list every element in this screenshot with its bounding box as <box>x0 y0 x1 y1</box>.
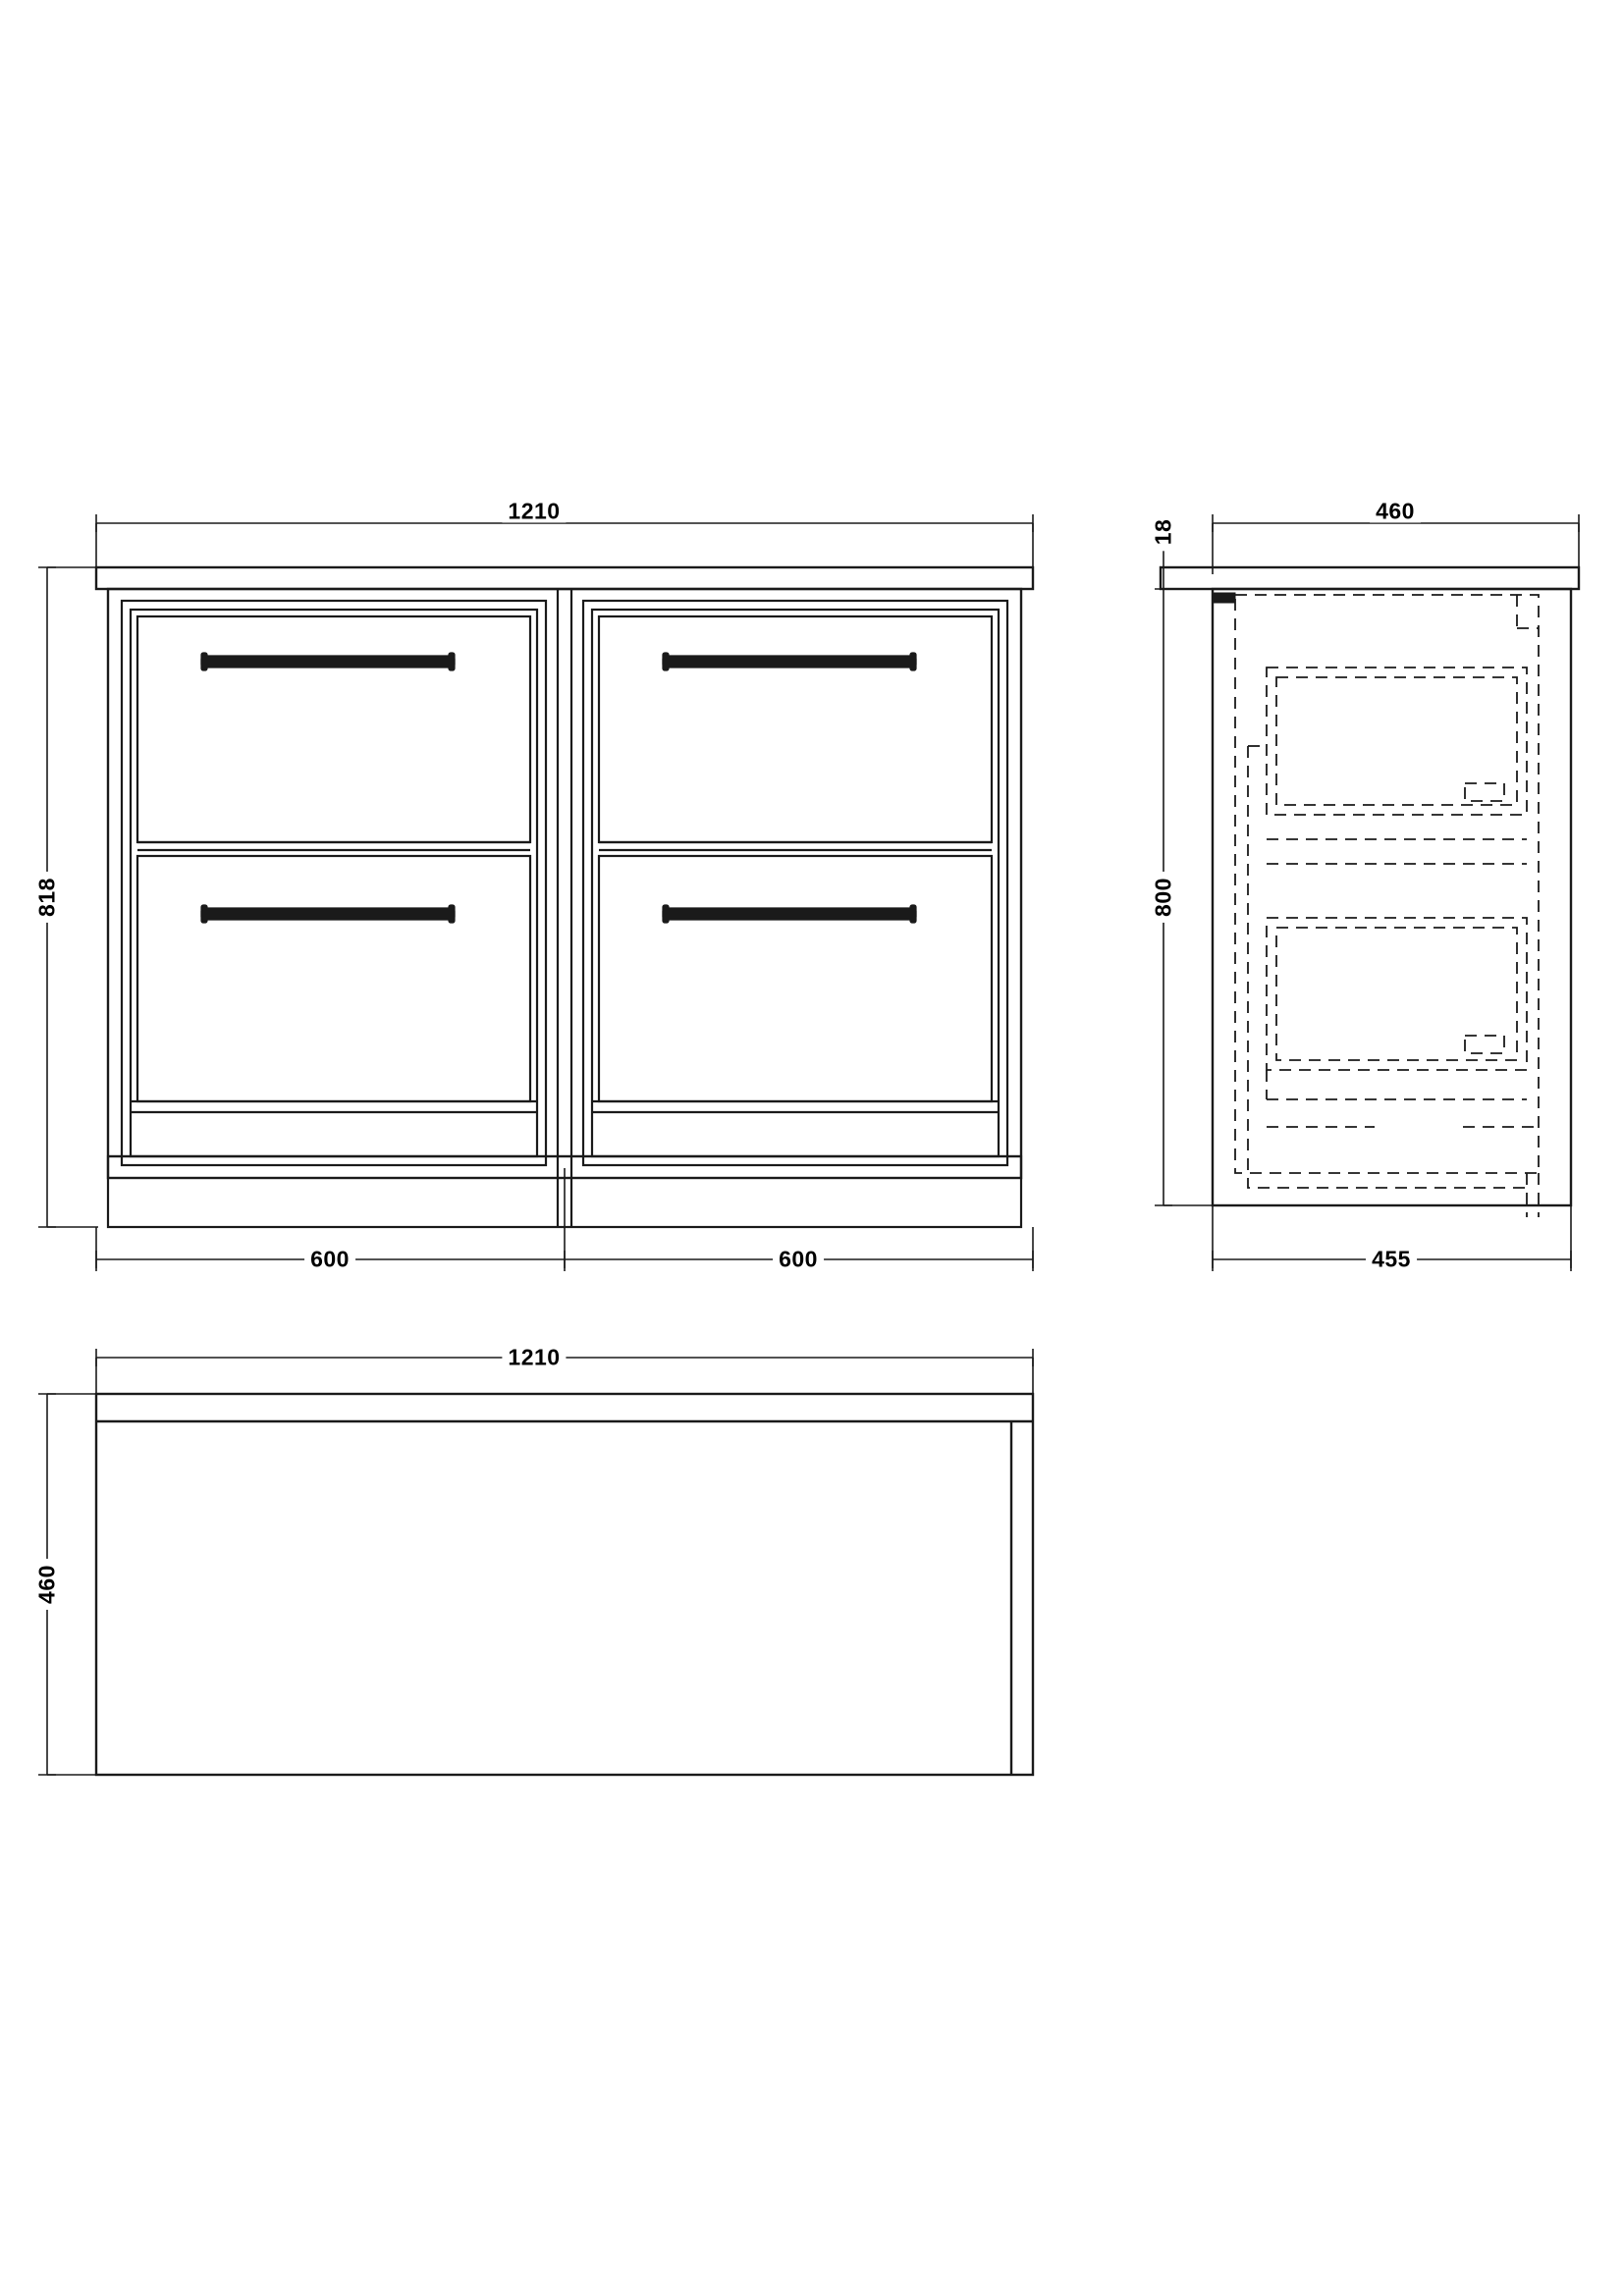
side-wall-bracket <box>1214 593 1235 603</box>
front-handle-bottom-left <box>201 905 455 923</box>
front-right-drawer-upper <box>599 616 992 850</box>
dim-label-side-top-thickness: 18 <box>1153 513 1175 552</box>
front-handle-top-right <box>663 653 916 670</box>
dim-label-side-depth: 460 <box>1370 501 1421 523</box>
side-hidden-details <box>1235 595 1539 1217</box>
dim-label-plan-width: 1210 <box>502 1347 566 1369</box>
dim-front-drawer-widths <box>96 1168 1033 1271</box>
dim-label-front-width: 1210 <box>502 501 566 523</box>
front-left-drawer-upper <box>137 616 530 850</box>
front-center-divider <box>558 589 571 1227</box>
front-right-unit-frame <box>583 601 1007 1165</box>
front-left-unit-frame <box>122 601 546 1165</box>
front-handle-top-left <box>201 653 455 670</box>
dim-front-width <box>96 514 1033 571</box>
plan-worktop <box>96 1394 1033 1775</box>
dim-label-front-left-drawer: 600 <box>304 1249 355 1271</box>
dim-label-front-right-drawer: 600 <box>773 1249 824 1271</box>
front-worktop <box>96 567 1033 589</box>
front-right-drawer-lower <box>592 856 999 1112</box>
front-cabinet-body <box>108 589 1021 1178</box>
dim-label-plan-depth: 460 <box>36 1559 59 1610</box>
front-left-drawer-lower <box>131 856 537 1112</box>
front-handle-bottom-right <box>663 905 916 923</box>
dim-label-front-height: 818 <box>36 872 59 923</box>
dim-label-side-carcass-depth: 455 <box>1366 1249 1417 1271</box>
dim-label-side-height: 800 <box>1153 872 1175 923</box>
side-worktop <box>1161 567 1579 589</box>
